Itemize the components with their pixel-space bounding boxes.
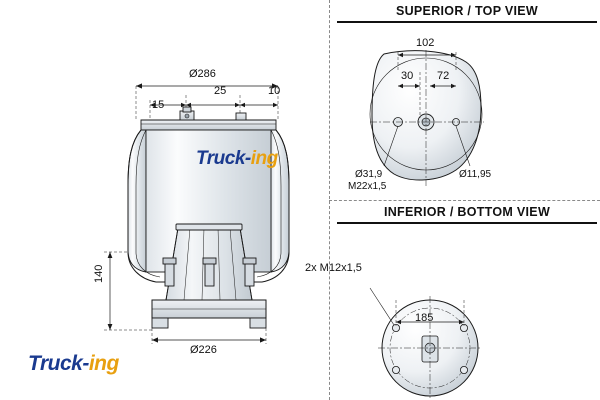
dim-top-offset-b: 72 <box>437 70 450 82</box>
watermark-truck: Truck <box>196 148 245 169</box>
logo-ing: ing <box>88 352 119 375</box>
watermark-dash: - <box>244 148 251 169</box>
dim-top-offset-a: 30 <box>401 70 414 82</box>
dim-offset-left: 15 <box>152 99 165 111</box>
dim-outer-diameter-bottom: Ø226 <box>190 344 217 356</box>
dim-thread-left: Ø31,9 <box>355 169 383 180</box>
watermark-ing: ing <box>250 148 278 169</box>
watermark <box>196 148 278 170</box>
dim-hole-right: Ø11,95 <box>459 169 492 180</box>
dim-offset-center: 25 <box>214 85 227 97</box>
dim-outer-diameter-top: Ø286 <box>189 68 216 80</box>
logo-dash: - <box>82 352 89 375</box>
bottom-view-title-text: INFERIOR / BOTTOM VIEW <box>383 205 551 219</box>
dim-bolt-circle: 185 <box>415 312 434 324</box>
dim-thread-left-spec: M22x1,5 <box>348 181 387 192</box>
top-view-title-text: SUPERIOR / TOP VIEW <box>395 4 539 18</box>
dim-top-width-total: 102 <box>416 37 435 49</box>
logo <box>28 352 119 376</box>
dim-thread-count: 2x M12x1,5 <box>305 262 362 274</box>
logo-truck: Truck <box>28 352 83 375</box>
dim-height-lower: 140 <box>93 264 105 283</box>
dim-offset-right: 10 <box>268 85 281 97</box>
